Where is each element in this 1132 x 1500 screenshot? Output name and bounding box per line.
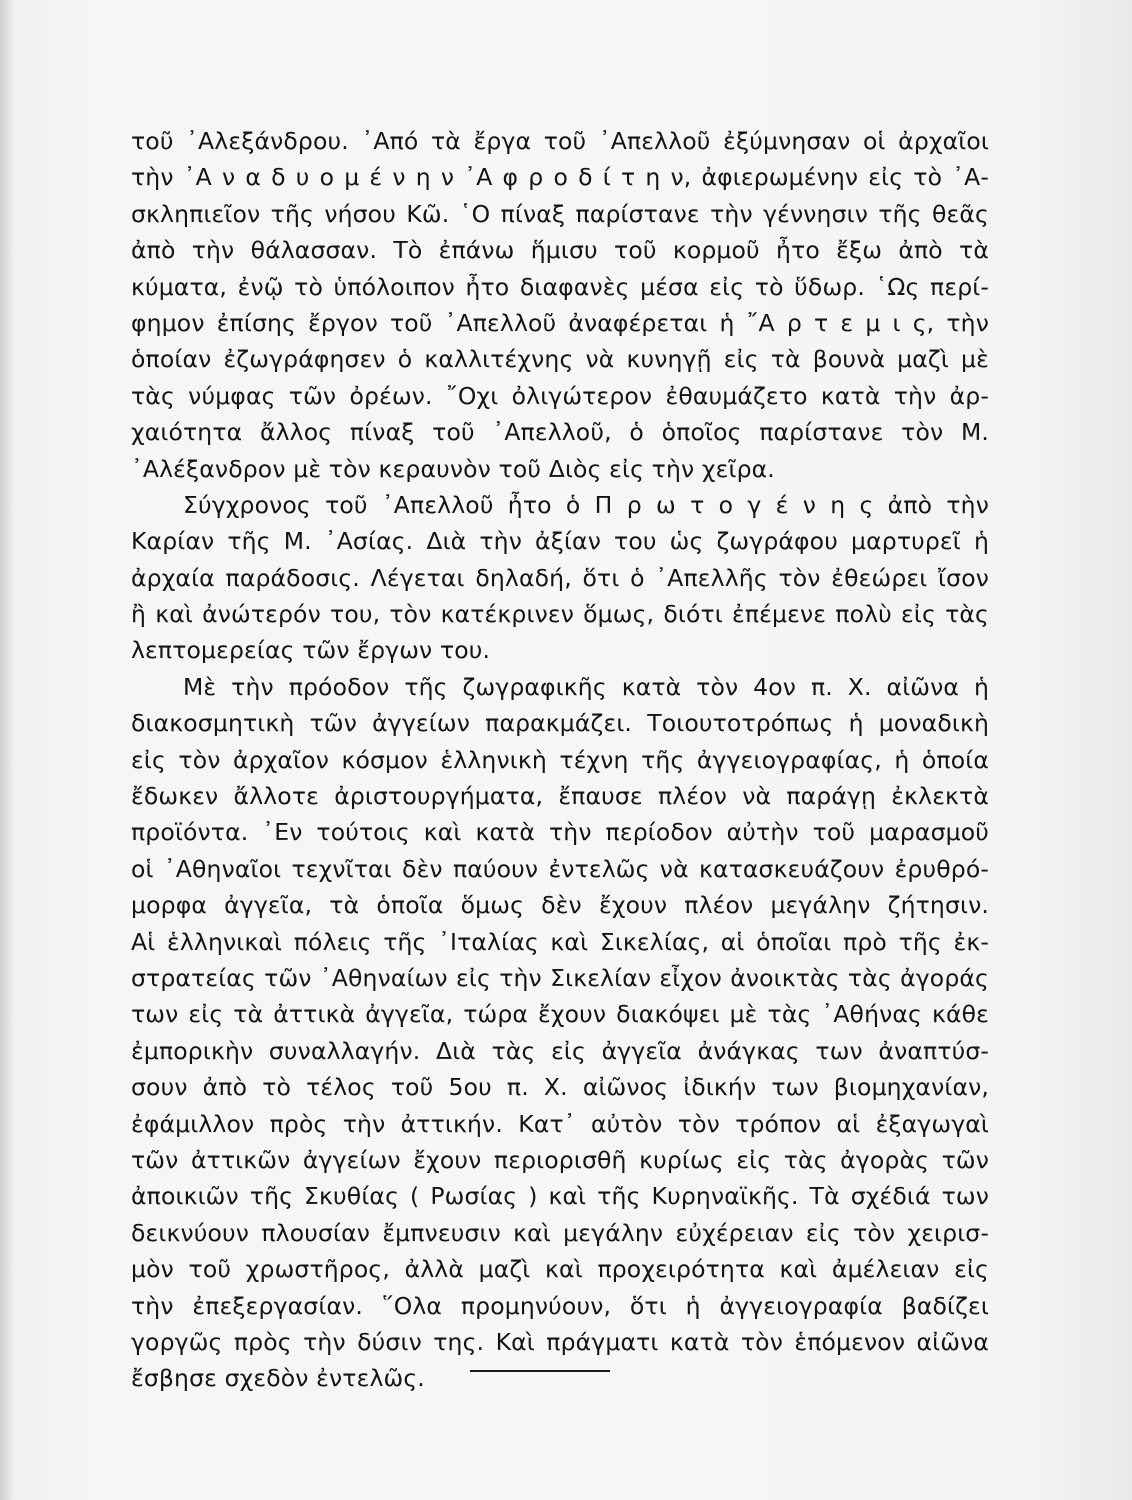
section-divider-rule	[470, 1370, 610, 1372]
text-line: ἔσβησε σχεδὸν ἐντελῶς.	[131, 1364, 425, 1393]
page-fold-shadow	[0, 0, 14, 1500]
text-line: δεικνύουν πλουσίαν ἔμπνευσιν καὶ μεγάλην εὐχέρειαν εἰς τὸν χειρισ-	[131, 1218, 989, 1247]
text-line: Μὲ τὴν πρόοδον τῆς ζωγραφικῆς κατὰ τὸν 4ον π. Χ. αἰῶνα ἡ	[183, 672, 989, 701]
text-line: ἀπὸ τὴν θάλασσαν. Τὸ ἐπάνω ἥμισυ τοῦ κορμοῦ ἦτο ἔξω ἀπὸ τὰ	[131, 236, 989, 265]
text-line: γοργῶς πρὸς τὴν δύσιν της. Καὶ πράγματι κατὰ τὸν ἑπόμενον αἰῶνα	[131, 1327, 989, 1356]
text-line: ἐφάμιλλον πρὸς τὴν ἀττικήν. Κατ᾿ αὐτὸν τὸν τρόπον αἱ ἐξαγωγαὶ	[131, 1109, 989, 1138]
text-line: προϊόντα. ᾿Εν τούτοις καὶ κατὰ τὴν περίοδον αὐτὴν τοῦ μαρασμοῦ	[131, 818, 989, 847]
text-line: ἀρχαία παράδοσις. Λέγεται δηλαδή, ὅτι ὁ ᾿Απελλῆς τὸν ἐθεώρει ἴσον	[131, 563, 989, 592]
text-line: ᾿Αλέξανδρον μὲ τὸν κεραυνὸν τοῦ Διὸς εἰς τὴν χεῖρα.	[131, 454, 775, 483]
text-line: Αἱ ἑλληνικαὶ πόλεις τῆς ᾿Ιταλίας καὶ Σικελίας, αἱ ὁποῖαι πρὸ τῆς ἐκ-	[131, 927, 989, 956]
text-line: εἰς τὸν ἀρχαῖον κόσμον ἑλληνικὴ τέχνη τῆς ἀγγειογραφίας, ἡ ὁποία	[131, 745, 989, 774]
text-line: τῶν ἀττικῶν ἀγγείων ἔχουν περιορισθῆ κυρίως εἰς τὰς ἀγορὰς τῶν	[131, 1145, 989, 1174]
text-line: τὴν ἐπεξεργασίαν. ῞Ολα προμηνύουν, ὅτι ἡ ἀγγειογραφία βαδίζει	[131, 1291, 989, 1320]
text-line: τοῦ ᾿Αλεξάνδρου. ᾿Από τὰ ἔργα τοῦ ᾿Απελλοῦ ἐξύμνησαν οἱ ἀρχαῖοι	[131, 127, 989, 155]
body-text	[131, 123, 989, 1397]
text-line: ἢ καὶ ἀνώτερόν του, τὸν κατέκρινεν ὅμως, διότι ἐπέμενε πολὺ εἰς τὰς	[131, 600, 989, 629]
text-line: φημον ἐπίσης ἔργον τοῦ ᾿Απελλοῦ ἀναφέρεται ἡ ῎Α ρ τ ε μ ι ς, τὴν	[131, 308, 989, 337]
text-line: σουν ἀπὸ τὸ τέλος τοῦ 5ου π. Χ. αἰῶνος ἰδικήν των βιομηχανίαν,	[131, 1073, 989, 1102]
paragraph-2	[131, 487, 989, 669]
text-line: μὸν τοῦ χρωστῆρος, ἀλλὰ μαζὶ καὶ προχειρότητα καὶ ἀμέλειαν εἰς	[131, 1255, 989, 1284]
text-line: οἱ ᾿Αθηναῖοι τεχνῖται δὲν παύουν ἐντελῶς νὰ κατασκευάζουν ἐρυθρό-	[131, 854, 989, 883]
text-line: τὰς νύμφας τῶν ὀρέων. ῎Οχι ὀλιγώτερον ἐθαυμάζετο κατὰ τὴν ἀρ-	[131, 381, 989, 410]
text-line: των εἰς τὰ ἀττικὰ ἀγγεῖα, τώρα ἔχουν διακόψει μὲ τὰς ᾿Αθήνας κάθε	[131, 1000, 989, 1029]
text-line: ὁποίαν ἐζωγράφησεν ὁ καλλιτέχνης νὰ κυνηγῇ εἰς τὰ βουνὰ μαζὶ μὲ	[131, 345, 989, 374]
text-line: κύματα, ἐνῷ τὸ ὑπόλοιπον ἦτο διαφανὲς μέσα εἰς τὸ ὕδωρ. ῾Ως περί-	[131, 272, 989, 301]
text-line: ἔδωκεν ἄλλοτε ἀριστουργήματα, ἔπαυσε πλέον νὰ παράγῃ ἐκλεκτὰ	[131, 782, 989, 811]
text-line: σκληπιεῖον τῆς νήσου Κῶ. ῾Ο πίναξ παρίστανε τὴν γέννησιν τῆς θεᾶς	[131, 199, 989, 228]
paragraph-3	[131, 669, 989, 1397]
text-line: λεπτομερείας τῶν ἔργων του.	[131, 636, 491, 665]
text-line: Καρίαν τῆς Μ. ᾿Ασίας. Διὰ τὴν ἀξίαν του ὡς ζωγράφου μαρτυρεῖ ἡ	[131, 527, 989, 556]
text-line: μορφα ἀγγεῖα, τὰ ὁποῖα ὅμως δὲν ἔχουν πλέον μεγάλην ζήτησιν.	[131, 891, 989, 920]
paragraph-1	[131, 123, 989, 487]
text-line: ἀποικιῶν τῆς Σκυθίας ( Ρωσίας ) καὶ τῆς Κυρηναϊκῆς. Τὰ σχέδιά των	[131, 1182, 989, 1211]
text-line: στρατείας τῶν ᾿Αθηναίων εἰς τὴν Σικελίαν εἶχον ἀνοικτὰς τὰς ἀγοράς	[131, 963, 989, 992]
text-line: Σύγχρονος τοῦ ᾿Απελλοῦ ἦτο ὁ Π ρ ω τ ο γ έ ν η ς ἀπὸ τὴν	[183, 490, 989, 519]
text-line: τὴν ᾿Α ν α δ υ ο μ έ ν η ν ᾿Α φ ρ ο δ ί τ η ν, ἀφιερωμένην εἰς τὸ ᾿Α-	[131, 163, 989, 192]
text-line: χαιότητα ἄλλος πίναξ τοῦ ᾿Απελλοῦ, ὁ ὁποῖος παρίστανε τὸν Μ.	[131, 418, 989, 447]
text-line: διακοσμητικὴ τῶν ἀγγείων παρακμάζει. Τοιουτοτρόπως ἡ μοναδικὴ	[131, 709, 989, 738]
text-line: ἐμπορικὴν συναλλαγήν. Διὰ τὰς εἰς ἀγγεῖα ἀνάγκας των ἀναπτύσ-	[131, 1036, 989, 1065]
